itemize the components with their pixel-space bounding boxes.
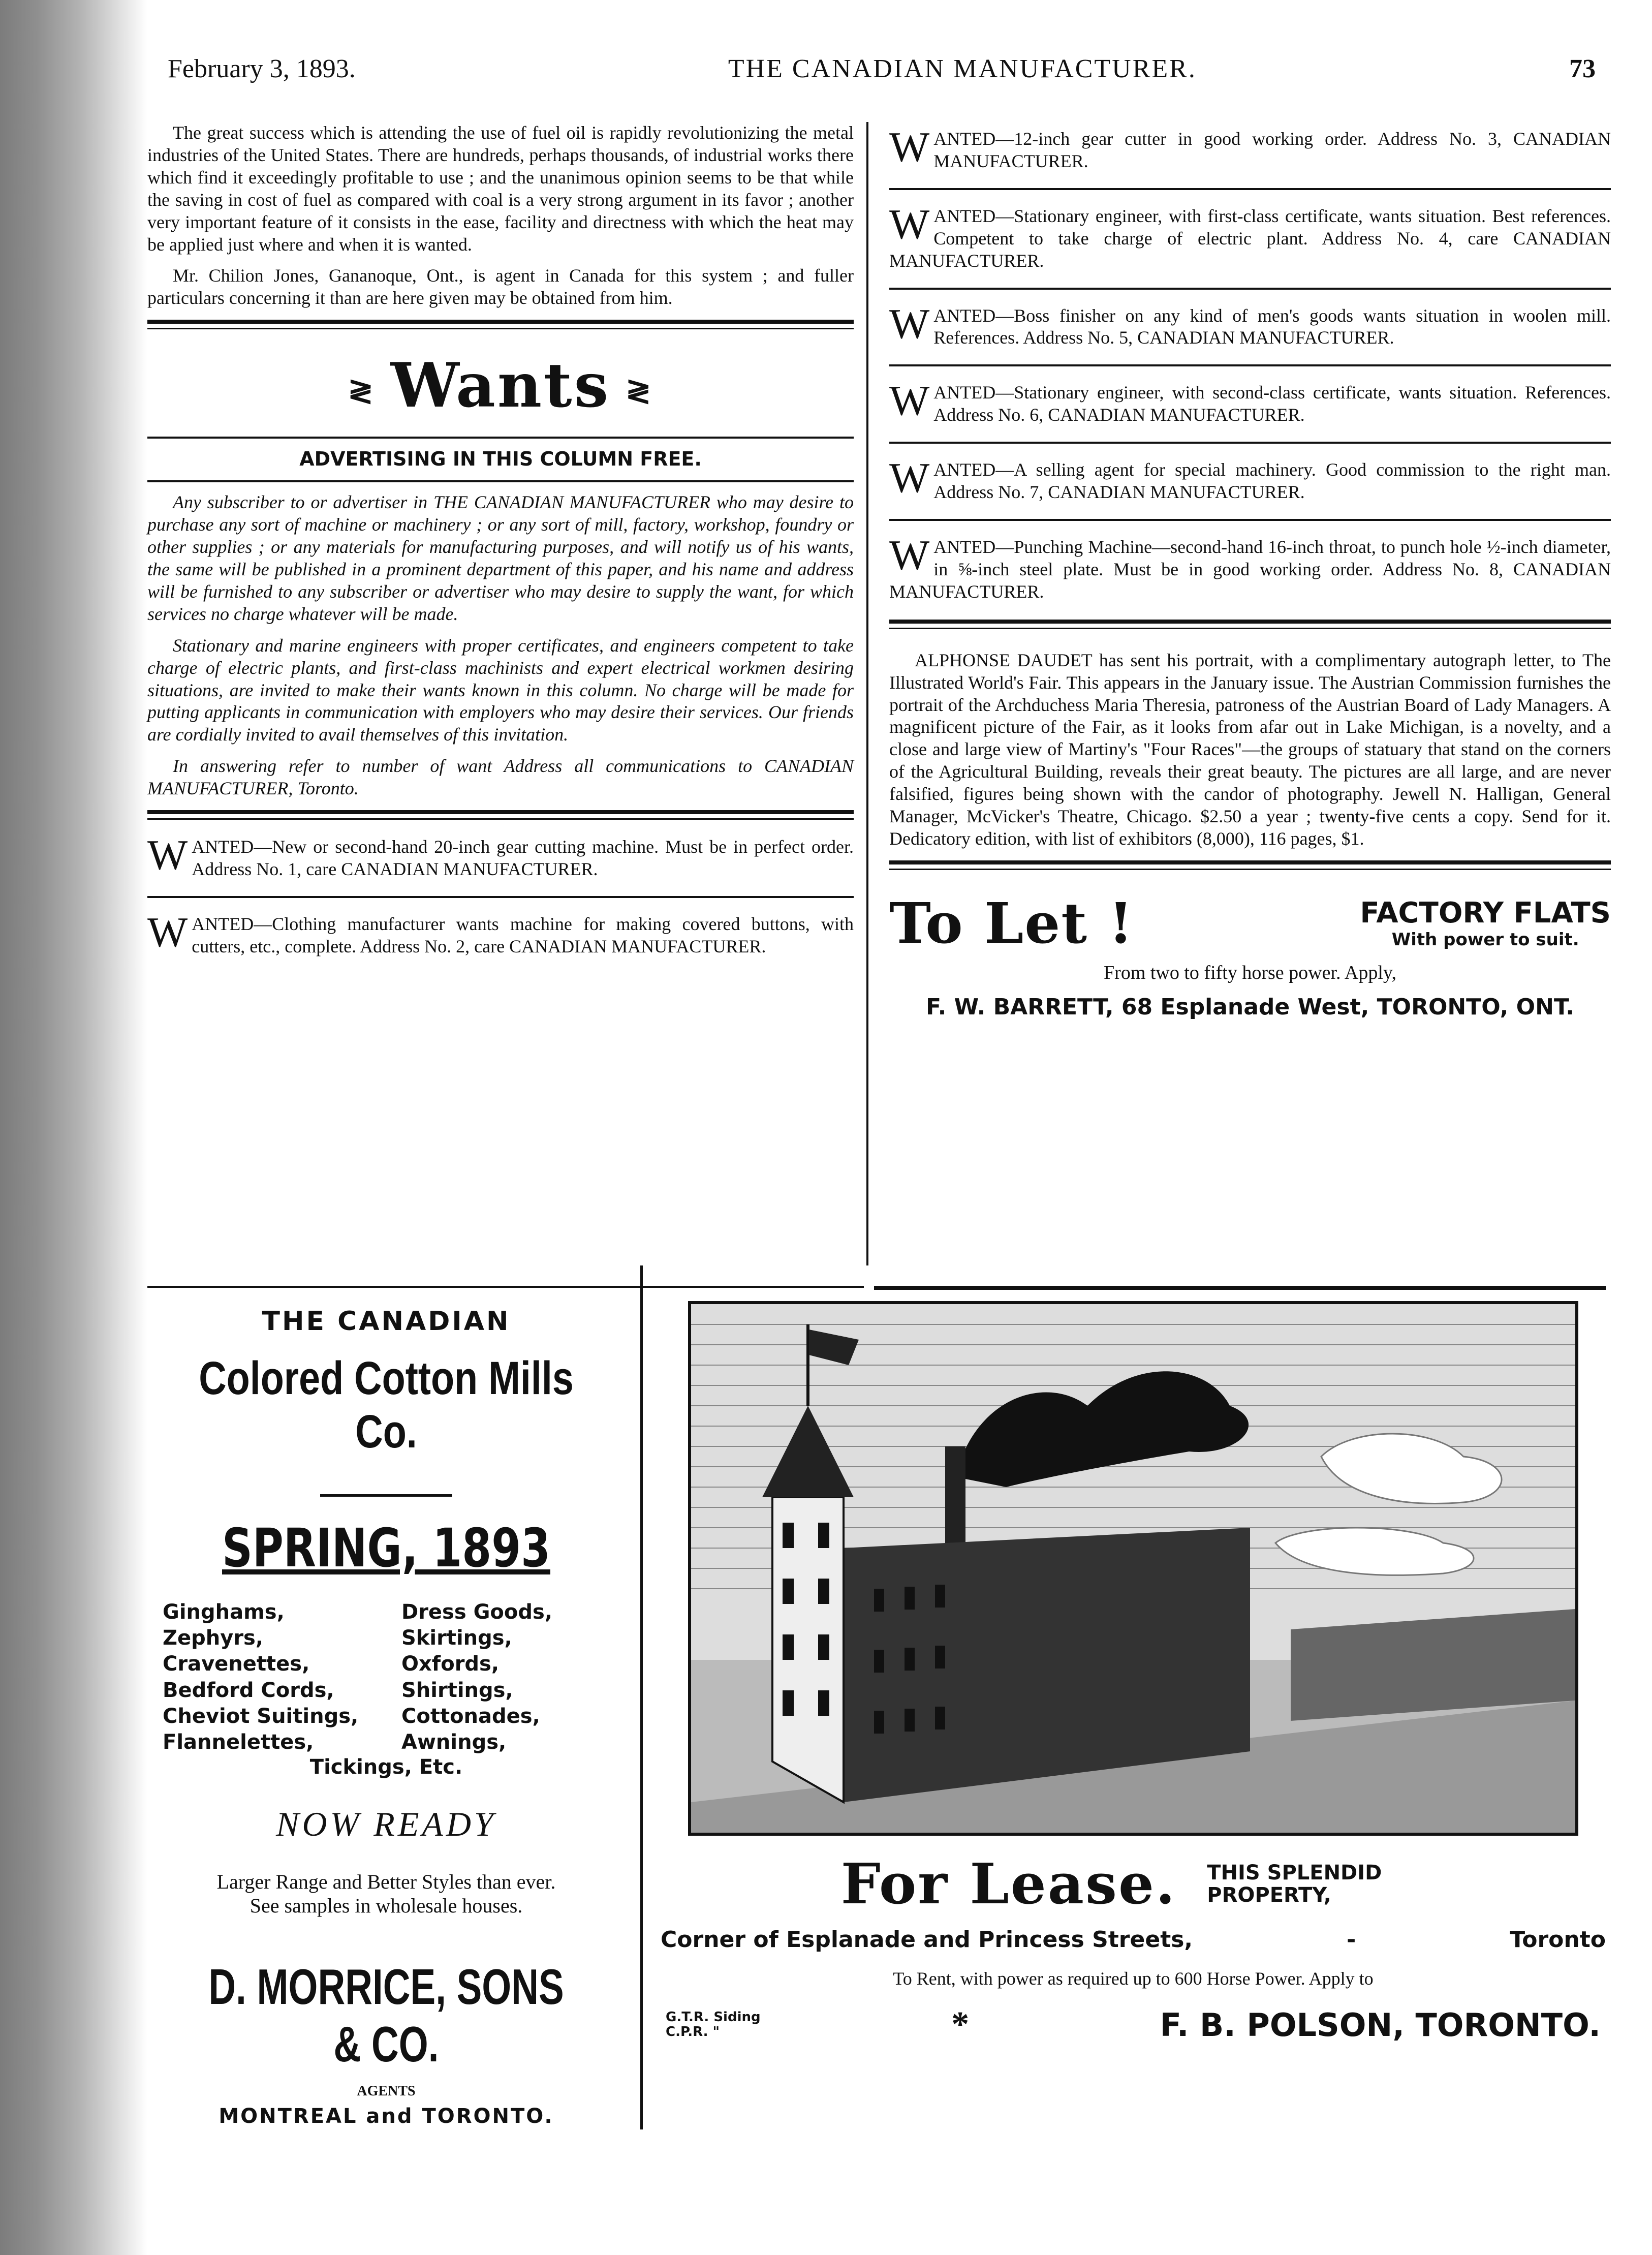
ad-section-rule-left (147, 1286, 864, 1288)
ad-divider (640, 1265, 643, 2129)
goods-item: Cravenettes, (163, 1652, 310, 1676)
wants-subheading: ADVERTISING IN THIS COLUMN FREE. (299, 448, 702, 471)
wanted-divider (147, 896, 854, 898)
drop-cap: W (889, 377, 930, 425)
goods-item: Zephyrs, (163, 1626, 264, 1650)
goods-item: Oxfords, (401, 1652, 500, 1676)
daudet-paragraph: ALPHONSE DAUDET has sent his portrait, with a complimentary autograph letter, to The Illustrated World's Fair. This appears in the January issue. The Austrian Commission furnishes the portrait of the Archduchess Maria Theresia, patroness of the Austrian Board of Lady Managers. A magnificent picture of the Fair, as it looks from afar out in Lake Michigan, is a novelty, and a close and large view of Martiny's "Four Races"—the groups of statuary that stand on the corners of the Agricultural Building, reveals their great beauty. The pictures are all large, and are never falsified, figures being shown with the candor of photography. Jewell N. Halligan, General Manager, McVicker's Theatre, Chicago. $2.50 a year ; twenty-five cents a copy. Send for it. Dedicatory edition, with list of exhibitors (8,000), 116 pages, $1. (889, 650, 1611, 849)
siding-cpr: C.P.R. " (666, 2024, 720, 2040)
contact-row (656, 2004, 1611, 2045)
season-heading: SPRING, 1893 (222, 1517, 550, 1579)
goods-item: Cottonades, (401, 1704, 540, 1728)
corner-city: Toronto (1510, 1927, 1606, 1953)
rent-line: To Rent, with power as required up to 600 Horse Power. Apply to (893, 1968, 1374, 1989)
fuel-oil-paragraph: The great success which is attending the use of fuel oil is rapidly revolutionizing the metal industries of the United States. There are hundreds, perhaps thousands, of industrial works there which find it exceedingly profitable to use ; and the unanimous opinion seems to be that while the saving in cost of fuel as compared with coal is a very strong argument in its favor ; another very important feature of it consists in the ease, facility and directness with which the heat may be applied just where and when it is wanted. (147, 122, 854, 255)
wants-notice-3: In answering refer to number of want Address all communications to CANADIAN MANUFACTURER, Toronto. (147, 756, 854, 799)
goods-left (163, 1599, 371, 1755)
wants-rule-top (147, 437, 854, 439)
ornament-right: ≷ (626, 373, 653, 409)
header-title: THE CANADIAN MANUFACTURER. (728, 54, 1197, 83)
goods-item: Shirtings, (401, 1678, 513, 1702)
wanted-ad-4-text: ANTED—Stationary engineer, with first-class certificate, wants situation. Best references. Competent to take charge of electric plant. Address No. 4, care CANADIAN MANUFACTURER. (889, 205, 1611, 271)
goods-right (401, 1599, 610, 1755)
for-lease-ad (656, 1301, 1611, 2045)
goods-item: Flannelettes, (163, 1730, 314, 1754)
drop-cap: W (147, 831, 188, 879)
corner-row (656, 1927, 1611, 1953)
contact-name: F. B. POLSON, TORONTO. (1160, 2006, 1601, 2044)
property-label: THIS SPLENDID PROPERTY, (1207, 1861, 1382, 1907)
wanted-ad-4 (889, 199, 1611, 279)
to-let-ad (889, 890, 1611, 956)
for-lease-heading: For Lease. (840, 1851, 1177, 1917)
drop-cap: W (147, 908, 188, 956)
wanted-ad-6-text: ANTED—Stationary engineer, with second-class certificate, wants situation. References. Address No. 6, CANADIAN MANUFACTURER. (933, 382, 1611, 425)
factory-illustration (688, 1301, 1578, 1836)
wanted-ad-2 (147, 907, 854, 964)
agent-paragraph: Mr. Chilion Jones, Gananoque, Ont., is agent in Canada for this system ; and fuller particulars concerning it than are here given may be obtained from him. (147, 265, 854, 308)
lease-heading-row (656, 1851, 1611, 1917)
corner-dash: - (1346, 1927, 1356, 1953)
wanted-ad-5 (889, 299, 1611, 356)
drop-cap: W (889, 531, 930, 579)
section-rule (147, 320, 854, 329)
goods-item: Cheviot Suitings, (163, 1704, 359, 1728)
agent-company: D. MORRICE, SONS & CO. (208, 1959, 564, 2073)
wants-notice-2: Stationary and marine engineers with proper certificates, and engineers competent to take charge of electric plants, and first-class machinists and expert electrical workmen desiring situations, are invited to make their wants known in this column. No charge will be made for putting applicants in communication with employers who may desire their services. Our friends are cordially invited to avail themselves of this invitation. (147, 635, 854, 745)
company-name: Colored Cotton Mills Co. (199, 1352, 574, 1458)
siding-note (666, 2010, 761, 2039)
wanted-ad-6 (889, 376, 1611, 433)
wants-notice-1: Any subscriber to or advertiser in THE CANADIAN MANUFACTURER who may desire to purchase any sort of machine or machinery ; or any sort of mill, factory, workshop, foundry or other supplies ; or any materials for manufacturing purposes, and will notify us of his wants, the same will be published in a prominent department of this paper, and his name and address will be furnished to any subscriber or advertiser who may desire to supply the want, for which services no charge whatever will be made. (147, 492, 854, 624)
wanted-ad-3 (889, 122, 1611, 179)
wanted-divider (889, 519, 1611, 521)
wanted-divider (889, 288, 1611, 290)
star-ornament: * (951, 2005, 970, 2044)
drop-cap: W (889, 300, 930, 348)
goods-item: Ginghams, (163, 1600, 285, 1624)
factory-flats: FACTORY FLATS (1360, 896, 1611, 930)
drop-cap: W (889, 123, 930, 171)
cotton-mills-ad (147, 1301, 625, 2128)
drop-cap: W (889, 200, 930, 248)
drop-cap: W (889, 454, 930, 502)
now-ready: NOW READY (276, 1805, 496, 1844)
goods-item: Awnings, (401, 1730, 507, 1754)
section-rule (889, 620, 1611, 629)
wanted-divider (889, 188, 1611, 190)
column-divider (866, 122, 868, 1265)
wanted-ad-5-text: ANTED—Boss finisher on any kind of men's goods wants situation in woolen mill. References. Address No. 5, CANADIAN MANUFACTURER. (933, 305, 1611, 348)
page-header (168, 46, 1596, 91)
power-note: With power to suit. (1391, 929, 1579, 950)
section-rule (889, 860, 1611, 870)
goods-item: Dress Goods, (401, 1600, 553, 1624)
goods-item: Skirtings, (401, 1626, 512, 1650)
wanted-divider (889, 442, 1611, 444)
wanted-ad-8-text: ANTED—Punching Machine—second-hand 16-inch throat, to punch hole ½-inch diameter, in ⅝-inch steel plate. Must be in good working order. Address No. 8, CANADIAN MANUFACTURER. (889, 536, 1611, 602)
ad-rule (320, 1494, 452, 1497)
goods-last: Tickings, Etc. (309, 1755, 463, 1779)
ad-line-1: THE CANADIAN (262, 1306, 511, 1337)
to-let-address: F. W. BARRETT, 68 Esplanade West, TORONTO, ONT. (926, 994, 1574, 1021)
goods-list (147, 1599, 625, 1755)
agents-label: AGENTS (357, 2083, 416, 2099)
wanted-ad-7 (889, 453, 1611, 510)
wanted-ad-8 (889, 530, 1611, 609)
wants-rule-bottom (147, 480, 854, 482)
wanted-ad-1-text: ANTED—New or second-hand 20-inch gear cutting machine. Must be in perfect order. Address No. 1, care CANADIAN MANUFACTURER. (192, 837, 854, 879)
ornament-left: ≷ (348, 373, 376, 409)
wanted-ad-7-text: ANTED—A selling agent for special machinery. Good commission to the right man. Address No. 7, CANADIAN MANUFACTURER. (933, 459, 1611, 503)
scan-edge-shadow (0, 0, 147, 2255)
wanted-ad-1 (147, 830, 854, 887)
wanted-divider (889, 364, 1611, 366)
wants-title-text: Wants (390, 350, 611, 422)
wants-heading (147, 350, 854, 421)
ad-section-rule (874, 1286, 1606, 1290)
wanted-rule (147, 810, 854, 820)
newspaper-page (127, 30, 1611, 2216)
corner-line: Corner of Esplanade and Princess Streets, (661, 1927, 1193, 1953)
range-line-2: See samples in wholesale houses. (250, 1894, 523, 1918)
to-let-line: From two to fifty horse power. Apply, (1104, 962, 1396, 983)
wanted-ad-3-text: ANTED—12-inch gear cutter in good working order. Address No. 3, CANADIAN MANUFACTURER. (933, 129, 1611, 171)
siding-gtr: G.T.R. Siding (666, 2010, 761, 2025)
right-column (889, 122, 1611, 1030)
left-column (147, 122, 854, 964)
goods-item: Bedford Cords, (163, 1678, 334, 1702)
to-let-side (1360, 897, 1611, 950)
to-let-heading: To Let ! (889, 890, 1134, 956)
header-date: February 3, 1893. (168, 54, 356, 83)
cities-line: MONTREAL and TORONTO. (219, 2105, 554, 2128)
wanted-ad-2-text: ANTED—Clothing manufacturer wants machine for making covered buttons, with cutters, etc., complete. Address No. 2, care CANADIAN MANUFACTURER. (192, 913, 854, 956)
page-number: 73 (1569, 54, 1596, 83)
range-line-1: Larger Range and Better Styles than ever. (216, 1870, 556, 1894)
